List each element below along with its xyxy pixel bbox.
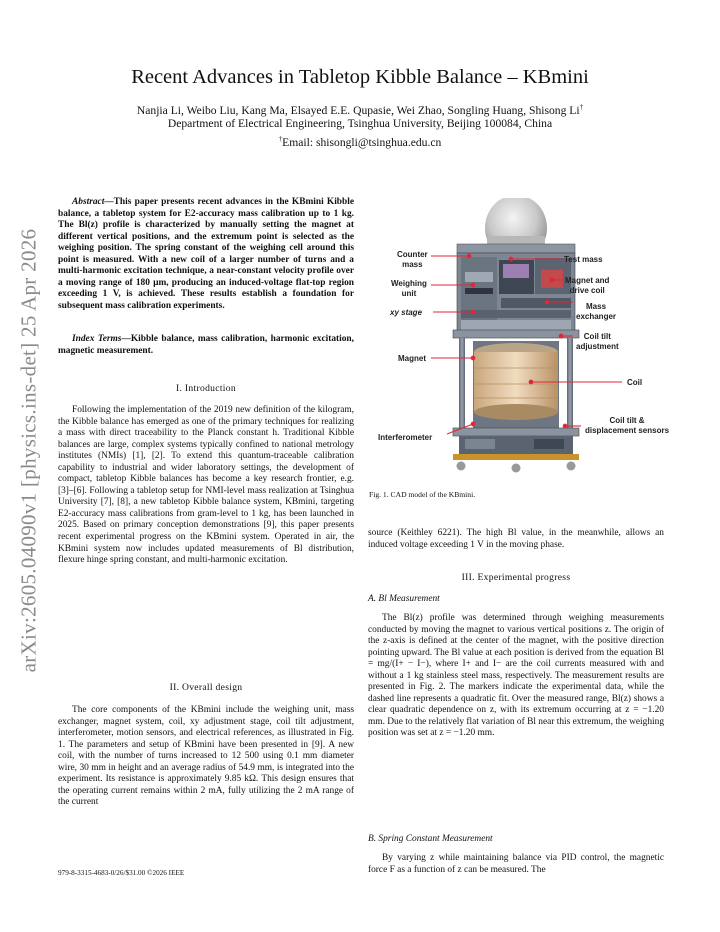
index-terms-text: Kibble balance, mass calibration, harmonic excitation, magnetic measurement.	[58, 334, 354, 356]
index-terms-label: Index Terms	[72, 334, 122, 344]
subsection-spring-constant: B. Spring Constant Measurement	[368, 834, 493, 844]
introduction-paragraph: Following the implementation of the 2019 new definition of the kilogram, the Kibble balance has emerged as one of the primary techniques for realizing a mass with direct traceability to the Planck constant h. Traditional Kibble balances are large, complex systems typically confined to national metrology institutes (NMIs) [1], [2]. To extend this quantum-traceable calibration capability to industrial and wider laboratory settings, the development of compact, tabletop Kibble balances has become a key research frontier, e.g. [3]–[6]. Following a tabletop setup for NMI-level mass realization at Tsinghua University [7], [8], a new tabletop Kibble balance system, KBmini, targeting E2-accuracy mass calibrations from gram-level to 1 kg, has been launched in 2025. Based on primary conception demonstrations [9], this paper presents recent experimental progress on the KBmini system. Operated in air, the KBmini system now includes updated measurements of Bl distribution, flexure hinge spring constant, and multi-harmonic excitation.	[58, 405, 354, 566]
label-weighing-unit: Weighing unit	[391, 279, 427, 298]
subsection-bl-measurement: A. Bl Measurement	[368, 594, 440, 604]
label-magnet-drive-coil: Magnet and drive coil	[565, 276, 610, 295]
figure-caption: Fig. 1. CAD model of the KBmini.	[369, 490, 476, 499]
section-heading-progress: III. Experimental progress	[461, 572, 571, 583]
label-xy-stage: xy stage	[390, 308, 423, 317]
email-mark: †	[278, 135, 283, 143]
label-mass-exchanger: Mass exchanger	[576, 302, 617, 321]
bl-measurement-body	[368, 613, 664, 740]
label-coil-tilt-adjustment: Coil tilt adjustment	[576, 332, 619, 351]
label-interferometer: Interferometer	[378, 433, 433, 442]
copyright-footer: 979-8-3315-4683-0/26/$31.00 ©2026 IEEE	[58, 869, 185, 877]
spring-constant-paragraph: By varying z while maintaining balance via PID control, the magnetic force F as a function of z can be measured. The	[368, 853, 664, 875]
section-heading-introduction: I. Introduction	[176, 383, 236, 394]
index-terms	[58, 334, 354, 357]
design-paragraph: The core components of the KBmini include the weighing unit, mass exchanger, magnet system, coil, xy adjustment stage, coil tilt adjustment, interferometer, motion sensors, and electrical references, as illustrated in Fig. 1. The parameters and setup of KBmini have been presented in [9]. A new coil, with the number of turns increased to 12 500 using 0.1 mm diameter wire, 30 mm in height and an average radius of 54.9 mm, is integrated into the experiment. Its resistance is approximately 9.85 kΩ. This design ensures that the operating current remains within 2 mA, fully utilizing the 2 mA range of the current	[58, 705, 354, 808]
design-continuation-paragraph: source (Keithley 6221). The high Bl value, in the meanwhile, allows an induced voltage exceeding 1 V in the moving phase.	[368, 528, 664, 550]
label-counter-mass: Counter mass	[397, 250, 428, 269]
bl-measurement-paragraph: The Bl(z) profile was determined through weighing measurements conducted by moving the magnet to various vertical positions z. The origin of the z-axis is defined at the center of the magnet, with the positive direction pointing upward. The Bl value at each position is derived from the equation Bl = mg/(I+ − I−), where I+ and I− are the coil currents measured with and without a 1 kg stainless steel mass, respectively. The measurement results are presented in Fig. 2. The markers indicate the experimental data, while the dashed line represents a quadratic fit. Over the measured range, Bl(z) shows a clear quadratic dependence on z, with its extremum occurring at z = −1.20 mm. Due to the relatively flat variation of Bl near this extremum, the weighing position was set at z = −1.20 mm.	[368, 613, 665, 739]
email-text: Email: shisongli@tsinghua.edu.cn	[282, 135, 442, 149]
label-coil-tilt-sensors: Coil tilt & displacement sensors	[585, 416, 670, 435]
affiliation: Department of Electrical Engineering, Tsinghua University, Beijing 100084, China	[167, 117, 553, 130]
figure-kbmini-cad	[369, 198, 669, 480]
label-coil: Coil	[627, 378, 643, 387]
arxiv-stamp-text: arXiv:2605.04090v1 [physics.ins-det] 25 Apr 2026	[16, 228, 41, 672]
arxiv-stamp	[8, 200, 50, 700]
section-heading-design: II. Overall design	[169, 682, 243, 693]
abstract-label: Abstract	[72, 197, 105, 207]
abstract-dash: —	[104, 197, 114, 207]
label-magnet: Magnet	[398, 354, 426, 363]
design-body	[58, 705, 354, 809]
contact-email	[60, 132, 660, 150]
introduction-body	[58, 405, 354, 567]
index-terms-dash: —	[121, 334, 131, 344]
abstract-text: This paper presents recent advances in the KBmini Kibble balance, a tabletop system for E2-accuracy mass calibration up to 1 kg. The Bl(z) profile is characterized by manually setting the magnet at different vertical positions, and the extremum point is selected as the weighing position. The spring constant of the weighing cell around this point is measured. With a new coil of a larger number of turns and a multi-harmonic excitation technique, a near-constant velocity profile over a moving range of 180 µm, producing an induced-voltage flat-top region exceeding 1 V, is achieved. These results establish a foundation for subsequent mass calibration experiments.	[58, 197, 354, 311]
author-mark: †	[579, 103, 584, 111]
paper-title: Recent Advances in Tabletop Kibble Balance – KBmini	[131, 66, 589, 88]
spring-constant-body	[368, 853, 664, 876]
author-names: Nanjia Li, Weibo Liu, Kang Ma, Elsayed E.E. Qupasie, Wei Zhao, Songling Huang, Shisong Li	[136, 103, 580, 117]
abstract	[58, 197, 354, 312]
design-continuation	[368, 528, 664, 551]
label-test-mass: Test mass	[564, 255, 603, 264]
